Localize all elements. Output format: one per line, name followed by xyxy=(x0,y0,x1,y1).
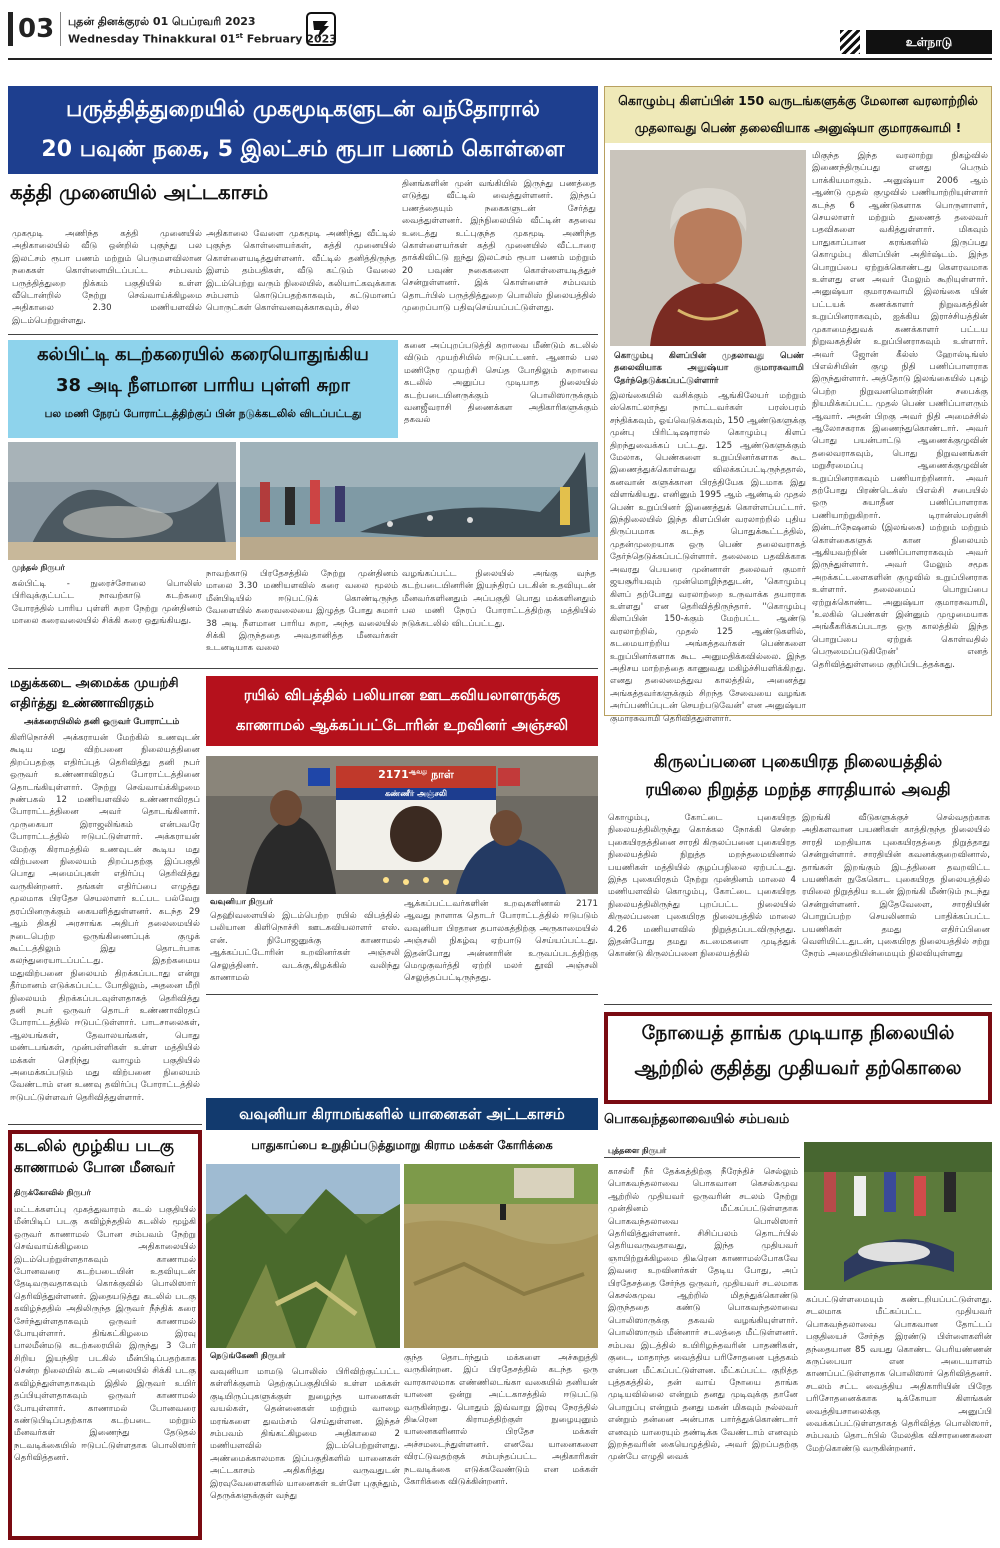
story6-headline-line2: காணாமல் ஆக்கப்பட்டோரின் உறவினர் அஞ்சலி xyxy=(235,716,569,734)
story2-headline-line1: கல்பிட்டி கடற்கரையில் கரையொதுங்கிய xyxy=(37,344,369,365)
section-label: உள்நாடு xyxy=(866,30,992,54)
date-english-prefix: Wednesday Thinakkural 01 xyxy=(68,32,236,46)
elephant-damage-photo-right xyxy=(404,1164,598,1348)
story6-col1: தெஹிவளையில் இடம்பெற்ற ரயில் விபத்தில் பலியான கிளிநொச்சி ஊடகவியலாளர் எஸ். என். நிபோஜனுக்கு காணாமல் ஆக்கப்பட்டோரின் உறவினர்கள் அஞ்சலி செலுத்தினர். வடக்கு,கிழக்கில் வலிந்து காணாமல் xyxy=(210,911,400,984)
anushya-portrait-photo xyxy=(610,150,806,346)
story2-credit: முந்தல் நிருபர் xyxy=(12,563,65,572)
story1-headline-line1: பருத்தித்துறையில் முகமூடிகளுடன் வந்தோரால் xyxy=(66,97,540,122)
story4-headline-line1: மதுக்கடை அமைக்க முயற்சி xyxy=(10,676,179,691)
story2-headline-box xyxy=(8,340,398,438)
story5-headline-line1: கடலில் மூழ்கிய படகு xyxy=(14,1136,174,1155)
story8-headline-box xyxy=(604,1012,992,1104)
story3-headline-box xyxy=(605,87,991,143)
story2-bottom-rule xyxy=(8,668,598,669)
story5-credit: திருக்கோவில் நிருபர் xyxy=(14,1188,91,1197)
masthead-rule xyxy=(8,58,992,60)
story8-headline-line1: நோயைத் தாங்க முடியாத நிலையில் xyxy=(641,1022,955,1044)
story8-credit: புத்தளை நிருபர் xyxy=(608,1146,667,1155)
story8-col2: கப்பட்டுள்ளமையும் கண்டறியப்பட்டுள்ளது. சடலமாக மீட்கப்பட்ட முதியவர் பொகவந்தலாவை பொகவான தோட்டப் பகுதியைச் சேர்ந்த இரண்டு பிள்ளைகளின் தந்தையான 85 வயது கொண்ட பெரியண்ணன் கருப்பையா என அடையாளம் காணப்பட்டுள்ளதாக பொலிஸார் தெரிவித்தனர். சடலம் சட்ட வைத்திய அதிகாரியின் பிரேத பரிசோதனைக்காக டிக்கோயா கிளங்கன் வைத்தியசாலைக்கு அனுப்பி வைக்கப்பட்டுள்ளதாகத் தெரிவித்த பொலிஸார், சம்பவம் தொடர்பில் மேலதிக விசாரணைகளை மேற்கொண்டு வருகின்றனர். xyxy=(806,1295,992,1454)
story6-headline-line1: ரயில் விபத்தில் பலியான ஊடகவியலாளருக்கு xyxy=(243,686,561,704)
story7-col1: கொழும்பு, கோட்டை புகையிரத நிலையத்திலிருந்து கொக்கல நோக்கி சென்ற புகையிரதத்தினை சாரதி கிருலப்பனை புகையிரத நிலையத்தில் நிறுத்த மறந்தமையினால் பயணிகள் மத்தியில் குழப்பநிலை ஏற்பட்டது. இந்த புகையிரதம் நேற்று முன்தினம் மாலை 4 மணியளவில் கொழும்பு, கோட்டை புகையிரத நிலையத்திலிருந்து புறப்பட்ட நிலையில் கிருலப்பனை புகையிரத நிலையத்தில் மாலை 4.26 மணியளவில் நிறுத்தப்படவிருந்தது. இதன்போது தமது கடமைகளை முடித்துக் கொண்டு கிருலப்பனை நிலையத்தில் xyxy=(608,813,796,960)
story2-col2: நாவற்காடு பிரதேசத்தில் நேற்று முன்தினம் மாலை 3.30 மணியளவில் கரை வலை மூலம் மீன்பிடியில் ஈடுபட்டுக் கொண்டிருந்த வேளையில் கரைவலையை இழுத்த போது சுமார் 38 அடி நீளமான பாரிய சுறா, அந்த வலையில் சிக்கி இருந்ததை அவதானித்த மீனவர்கள் உடனடியாக வலை xyxy=(206,569,398,654)
story1-headline-line2: 20 பவுண் நகை, 5 இலட்சம் ரூபா பணம் கொள்ளை xyxy=(41,137,565,162)
story4-bottom-rule xyxy=(8,1124,202,1125)
story8-headline-line2: ஆற்றில் குதித்து முதியவர் தற்கொலை xyxy=(634,1057,962,1079)
story6-col2: ஆக்கப்பட்டவர்களின் உறவுகளினால் 2171 ஆவது நாளாக தொடர் போராட்டத்தில் ஈடுபடும் வவுனியா பிரதான தபாலகத்திற்கு அருகாமையில் அஞ்சலி நிகழ்வு ஏற்பாடு செய்யப்பட்டது. இதன்போது அன்னாரின் உருவப்படத்திற்கு மெழுகுவர்த்தி ஏற்றி மலர் தூவி அஞ்சலி செலுத்தப்பட்டிருந்தது. xyxy=(404,899,598,984)
story9-headline-banner: வவுனியா கிராமங்களில் யானைகள் அட்டகாசம் xyxy=(206,1098,598,1130)
newspaper-logo-icon xyxy=(306,12,336,46)
whale-shark-photo-left xyxy=(8,442,236,560)
story9-col1: வவுனியா மாமடு பொலிஸ் பிரிவிற்குட்பட்ட கள்ளிக்குளம் தெற்குப்பகுதியில் உள்ள மக்கள் குடியிருப்புகளுக்குள் நுழைந்த யானைகள் வயல்கள், தென்னைகள் மற்றும் வாழை மரங்களை துவம்சம் செய்துள்ளன. இந்தச் சம்பவம் திங்கட்கிழமை அதிகாலை 2 மணியளவில் இடம்பெற்றுள்ளது. அண்மைக்காலமாக இப்பகுதிகளில் யானைகள் அட்டகாசம் அதிகரித்து வருவதுடன் இரவுவேளைகளில் யானைகள் உள்ளே புகுந்தும், தெருக்களுக்குள் வந்து xyxy=(210,1367,400,1502)
story2-col3: வழங்கப்பட்ட நிலையில் அங்கு வந்த கடற்படையினரின் இயந்திரப் படகின் உதவியுடன் மீனவர்களினதும் அப்பகுதி பொது மக்களினதும் பல மணி நேரப் போராட்டத்திற்கு மத்தியில் நடுக்கடலில் விடப்பட்டது. xyxy=(402,569,596,629)
story2-headline-line2: 38 அடி நீளமான பாரிய புள்ளி சுறா xyxy=(56,375,350,396)
story1-subhead: கத்தி முனையில் அட்டகாசம் xyxy=(10,180,269,204)
story5-headline-line2: காணாமல் போன மீனவர் xyxy=(14,1160,175,1176)
story2-side-text: கனை அப்புறப்படுத்தி சுறாவை மீண்டும் கடலில் விடும் முயற்சியில் ஈடுபட்டனர். ஆனால் பல மணிநேர முயற்சி செய்த போதிலும் சுறாவை கடலில் அனுப்ப முடியாத நிலையில் கடற்படையினருக்கும் பொலிஸாருக்கும் வனஜீவராசி திணைக்கள அதிகாரிகளுக்கும் தகவல் xyxy=(404,341,598,426)
page-number: 03 xyxy=(18,14,55,44)
story7-headline-line2: ரயிலை நிறுத்த மறந்த சாரதியால் அவதி xyxy=(645,780,951,800)
date-english-sup: st xyxy=(235,32,243,40)
story8-subhead: பொகவந்தலாவையில் சம்பவம் xyxy=(604,1112,790,1127)
story2-subhead: பல மணி நேரப் போராட்டத்திற்குப் பின் நடுக்கடலில் விடப்பட்டது xyxy=(44,408,362,420)
tribute-day-number: 2171 xyxy=(378,768,409,781)
story6-credit: வவுனியா நிருபர் xyxy=(210,897,273,906)
story7-bottom-rule xyxy=(604,1004,992,1005)
story1-headline-banner xyxy=(8,86,598,174)
story7-headline-line1: கிருலப்பனை புகையிரத நிலையத்தில் xyxy=(653,752,943,772)
page-number-bar xyxy=(8,12,13,46)
story4-subhead: அக்கரையிலில் தனி ஒருவர் போராட்டம் xyxy=(24,717,180,727)
story6-bottom-rule xyxy=(206,994,598,995)
tribute-day-banner xyxy=(344,768,488,783)
story1-col2: அதிகாலை வேளை முகமூடி அணிந்து வீட்டில் புகுந்த கொள்ளையர்கள், கத்தி முனையில் கொள்ளையடித்துள்ளனர். வீட்டில் தனித்திருந்த இளம் தம்பதிகள், வீடு கட்டும் வேலை இடம்பெற்று வரும் நிலையில், கலியாட்கவுக்காக சம்பளம் கொடுப்பதற்காகவும், கட்டுமானப் பொருட்கள் கொள்வனவுக்காகவும், சில xyxy=(206,229,396,314)
section-stripe xyxy=(840,30,860,54)
story1-col1: முகமூடி அணிந்த கத்தி முனையில் அதிகாலையில் வீடு ஒன்றில் புகுந்து பல இலட்சம் ரூபா பணம் மற்றும் பெருமளவிலான நகைகள் கொள்ளையிடப்பட்ட சம்பவம் பருத்தித்துறை நிக்கம் பகுதியில் உள்ள வீடொன்றில் நேற்று செவ்வாய்க்கிழமை அதிகாலை 2.30 மணியளவில் இடம்பெற்றுள்ளது. xyxy=(12,229,202,326)
story4-headline-line2: எதிர்த்து உண்ணாவிரதம் xyxy=(10,696,154,711)
story3-headline-line2: முதலாவது பெண் தலைவியாக அனுஷ்யா குமாரசுவாமி ! xyxy=(634,120,962,135)
story1-col3: தினங்களின் முன் வங்கியில் இருந்து பணத்தை எடுத்து வீட்டில் வைத்துள்ளனர். இந்தப் பணத்தையும் நகைகளுடன் சேர்த்து வைத்துள்ளனர். இந்நிலையில் வீட்டின் கதவை உடைத்து உட்புகுந்த முகமூடி அணிந்த கொள்ளையர்கள் கத்தி முனையில் வீட்டாரை தாக்கிவிட்டு ஐந்து இலட்சம் ரூபா பணம் மற்றும் 20 பவுண் நகைகளை கொள்ளையடித்துச் சென்றுள்ளனர். இக் கொள்ளைச் சம்பவம் தொடர்பில் பருத்தித்துறை பொலிஸ் நிலையத்தில் முறைப்பாடு பதிவுசெய்யப்பட்டுள்ளது. xyxy=(402,179,596,314)
masthead-divider xyxy=(60,12,61,46)
story4-body: கிளிநொச்சி அக்கராயன் மேற்கில் உணவுடன் கூடிய மது விற்பனை நிலையத்தினை திறப்பதற்கு எதிர்ப்புத் தெரிவித்து தனி நபர் ஒருவர் உண்ணாவிரதப் போராட்டத்தினை தொடங்கியுள்ளார். நேற்று செவ்வாய்க்கிழமை நண்பகல் 12 மணியளவில் உண்ணாவிரதப் போராட்டத்தினை அவர் தொடங்கினார். முருகையா இராஜலிங்கம் என்பவரே போராட்டத்தில் ஈடுபட்டுள்ளார். அக்கராயன் மேற்கு கிராமத்தில் உணவுடன் கூடிய மது விற்பனை நிலையம் திறப்பதற்கு இப்பகுதி பொது அமைப்புகள் எதிர்ப்பு தெரிவித்து வருகின்றனர். தங்கள் எதிர்ப்பை எழுத்து மூலமாக பிரதேச செயலாளர் உட்பட பல்வேறு தரப்பினருக்கும் கையளித்துள்ளனர். கடந்த 29 ஆம் திகதி அரசாங்க அதிபர் தலைமையில் நடைபெற்ற ஒருங்கிணைப்புக் குழுக் கூட்டத்திலும் இது தொடர்பாக கலந்துரையாடப்பட்டது. இதற்கமைய மதுவிற்பனை நிலையம் திறக்கப்படாது என்று தீர்மானம் எடுக்கப்பட்ட போதிலும், அதனை மீறி நிலையம் திறக்கப்படவுள்ளதாகத் தெரிவித்து தனி நபர் ஒருவர் தொடர் உண்ணாவிரதப் போராட்டத்தில் ஈடுபட்டுள்ளார். பாடசாலைகள், ஆலயங்கள், தேவாலயங்கள், பொது மண்டபங்கள், முன்பள்ளிகள் உள்ள மத்தியில் மக்கள் செறிந்து வாழும் பகுதியில் அமைக்கப்படும் மது விற்பனை நிலையம் வேண்டாம் என உணவு தவிர்ப்பு போராட்டத்தில் ஈடுபட்டுள்ளவர் தெரிவித்துள்ளார். xyxy=(10,733,200,1103)
story5-body: மட்டக்களப்பு முகத்துவாரம் கடல் பகுதியில் மீன்பிடிப் படகு கவிழ்ந்ததில் கடலில் மூழ்கி ஒருவர் காணாமல் போன சம்பவம் நேற்று செவ்வாய்க்கிழமை அதிகாலையில் இடம்பெற்றுள்ளதாகவும் காணாமல் போனவரை கடற்படையின் உதவியுடன் தேடிவருவதாகவும் கொக்குவில் பொலிஸார் தெரிவித்துள்ளனர். இதையடுத்து கடலில் படகு கவிழ்ந்ததில் அதிலிருந்த இருவர் நீந்திக் கரை சேர்ந்துள்ளதாகவும் ஒருவர் காணாமல் போயுள்ளார். திங்கட்கிழமை இரவு பாலமீன்மடு கடற்கரையில் இருந்து 3 பேர் சிறிய இயந்திர படகில் மீன்பிடிப்பதற்காக சென்ற நிலையில் கடல் அலையில் சிக்கி படகு கவிழ்ந்துள்ளதாகவும் இதில் இருவர் உயிர் தப்பியுள்ளதாகவும் ஒருவர் காணாமல் போயுள்ளார். காணாமல் போனவரை கண்டுபிடிப்பதற்காக கடற்படை மற்றும் மீனவர்கள் இணைந்து தேடுதல் நடவடிக்கையில் ஈடுபட்டுள்ளதாக பொலிஸார் தெரிவித்தனர். xyxy=(14,1205,196,1464)
story9-subhead: பாதுகாப்பை உறுதிப்படுத்துமாறு கிராம மக்கள் கோரிக்கை xyxy=(251,1138,553,1152)
story1-bottom-rule xyxy=(8,334,598,335)
story2-col1: கல்பிட்டி - நுரைச்சோலை பொலிஸ் பிரிவுக்குட்பட்ட நாவற்காடு கடற்கரை யோரத்தில் பாரிய புள்ளி சுறா நேற்று முன்தினம் மாலை கரைவலையில் சிக்கி கரை ஒதுங்கியது. xyxy=(12,579,202,627)
story3-left-text: இலங்கையில் வசிக்கும் ஆங்கிலேயர் மற்றும் ஸ்கொட்லாந்து நாட்டவர்கள் பரஸ்பரம் சந்திக்கவும், ஓய்வெடுக்கவும், 150 ஆண்டுகளுக்கு முன்பு பிரிட்டிஷாரால் கொழும்பு கிளப் திறந்துவைக்கப் பட்டது. 125 ஆண்டுகளுக்கும் மேலாக, பெண்களை உறுப்பினர்களாக கூட இணைத்துக்கொள்வது விலக்கப்பட்டிருந்ததால், கனவான் களுக்கான பிரத்தியேக இடமாக இது விளங்கியது. எனினும் 1995 ஆம் ஆண்டில் முதல் பெண் உறுப்பினர் இணைத்துக் கொள்ளப்பட்டார். இந்நிலையில் இந்த கிளப்பின் வரலாற்றில் புதிய திருப்பமாக கடந்த பொதுக்கூட்டத்தில், முதன்முறையாக ஒரு பெண் தலைவராகத் தேர்ந்தெடுக்கப்பட்டுள்ளார். தலைமை பதவிக்காக அவரது பெயரை முன்னாள் தலைவர் குமார் ஜயசூரியவும் முன்மொழிந்ததுடன், 'கொழும்பு கிளப் தற்போது வரலாற்றை உருவாக்க தயாராக உள்ளது' என தெரிவித்திருந்தார். ''கொழும்பு கிளப்பின் 150-க்கும் மேற்பட்ட ஆண்டு வரலாற்றில், முதல் 125 ஆண்டுகளில், கடமையாற்றிய அங்கத்தவர்கள் பெண்களை உறுப்பினர்களாக கூட அனுமதிக்கவில்லை. இந்த அதிசய மாற்றத்தை காணுவது மகிழ்ச்சியளிக்கிறது. எனது தலைமைத்துவ காலத்தில், அனைத்து அங்கத்தவர்களுக்கும் சிறந்த சேவையை வழங்க அர்ப்பணிப்புடன் செயற்படுவேன்' என அனுஷ்யா குமாரசுவாமி தெரிவித்துள்ளார். xyxy=(610,391,806,724)
river-rescue-photo xyxy=(804,1142,992,1290)
elephant-damage-photo-left xyxy=(206,1164,400,1348)
masthead-date-english xyxy=(68,32,337,46)
tribute-strip-text: கண்ணீர் அஞ்சலி xyxy=(384,789,448,798)
tribute-day-sup: ஆவது xyxy=(408,768,428,776)
tribute-day-suffix: நாள் xyxy=(427,768,454,781)
story8-col1: காசல்ரீ நீர் தேக்கத்திற்கு நீரேந்திச் செல்லும் பொகவந்தலாவை பொகவான கெசல்கமுவ ஆற்றில் முதியவர் ஒருவரின் சடலம் நேற்று முன்தினம் மீட்கப்பட்டுள்ளதாக பொகவந்தலாவை பொலிஸார் தெரிவித்துள்ளனர். சிசிப்பலம் தொடர்பில் தெரியவருவதாவது, இந்த முதியவர் ஞாயிற்றுக்கிழமை திடீரென காணாமல்போகவே இவரை உறவினர்கள் தேடிய போது, அப் பிரதேசத்தை சேர்ந்த ஒருவர், முதியவர் சடலமாக கெசல்கமுவ ஆற்றில் மிதந்துக்கொண்டு இருந்ததை கண்டு பொகவந்தலாவை பொலிஸாருக்கு தகவல் வழங்கியுள்ளார். பொலிஸாரும் மீன்னார் சடலத்தை மீட்டுள்ளனர். சம்பவ இடத்தில் உயிரிழந்தவரின் பாதணிகள், குடை, மாதாந்த வைத்திய பரிசோதனை புத்தகம் என்பன மீட்கப்பட்டுள்ளன. மீட்கப்பட்ட குறித்த புத்தகத்தில், தன் வாய் நோயை தாங்க முடியவில்லை என்றும் தனது முடிவுக்கு தானே பொறுப்பு என்றும் தனது மகன் மிகவும் நல்லவர் என்றும் தன்னை அன்பாக பார்த்துக்கொண்டார் எனவும் யாரையும் தண்டிக்க வேண்டாம் எனவும் இறந்தவரின் கையெழுத்தில், அவர் இறப்பதற்கு முன்பே எழுதி வைக் xyxy=(608,1167,798,1463)
story9-col2: குந்த தொடர்ந்தும் மக்களை அச்சுறுத்தி வருகின்றன. இப் பிரதேசத்தில் கடந்த ஒரு வாரகாலமாக எண்ணிலடங்கா வகையில் தனியன் யானை ஒன்று அட்டகாசத்தில் ஈடுபட்டு வருகின்றது. பொதும் இவ்வாறு இரவு நேரத்தில் திடீரென கிராமத்திற்குள் நுழையுனும் யானைகளினால் பிரதேச மக்கள் அச்சமடைந்துள்ளனர். எனவே யானைகளை விரட்டுவதற்குக் சம்பந்தப்பட்ட அதிகாரிகள் நடவடிக்கை எடுக்கவேண்டும் என மக்கள் கோரிக்கை விடுக்கின்றனர். xyxy=(404,1353,598,1488)
story9-credit: நெடுங்கேணி நிருபர் xyxy=(210,1351,286,1360)
tribute-photo xyxy=(206,756,598,894)
story3-right-text: மிகுந்த இந்த வரலாற்று நிகழ்வில் இணைந்திருப்பது எனது பெரும் பாக்கியமாகும். அனுஷ்யா 2006 ஆம் ஆண்டு முதல் குழுவில் பணியாற்றியுள்ளார் கடந்த 6 ஆண்டுகளாக பொருளாளர், செயலாளர் மற்றும் துணைத் தலைவர் பதவிகளை வகித்துள்ளார். மிகவும் பாதுகாப்பான கரங்களில் இருப்பது கொழும்பு கிளப்பின் அதிர்ஷ்டம். இந்த பொறுப்பை ஏற்றுக்கொண்டது கௌரவமாக உள்ளது என அவர் மேலும் கூறியுள்ளார். அனுஷ்யா குமாரசுவாமி இலங்கை யின் பட்டயக் கணக்காளர் நிறுவகத்தின் உறுப்பினராகவும், ஐக்கிய இராச்சியத்தின் முகாமைத்துவக் கணக்காளர் பட்டய நிறுவகத்தின் உறுப்பினராகவும் உள்ளார். அவர் ஜோன் கீல்ஸ் ஹோல்டிங்ஸ் பிஎல்சியின் குழு நிதி பணிப்பாளராக இருந்துள்ளார். அத்தோடு இலங்கையில் புகழ் பெற்ற நிறுவனமொன்றின் சபைக்கு நியமிக்கப்பட்ட முதல் பெண் பணிப்பாளரும் ஆவார். அதன் பிறகு அவர் நிதி அமைச்சில் ஆலோசகராக இணைந்துகொண்டார். அவர் பொது பயன்பாட்டு ஆணைக்குழுவின் தலைவராகவும், பொது நிறுவனங்கள் மறுசீரமைப்பு ஆணைக்குழுவின் உறுப்பினராகவும் பணியாற்றினார். அவர் தற்போது பிரண்டெக்ஸ் பிஎல்சி சபையில் ஒரு சுயாதீன பணிப்பாளராக பணியாற்றுகிறார். டிரான்ஸ்பரன்சி இன்டர்நேஷனல் (இலங்கை) மற்றும் மற்றும் கொள்கைகளுக் கான நிலையம் ஆகியவற்றின் பணிப்பாளராகவும் அவர் இருந்துள்ளார். அவர் மேலும் சமூக அறக்கட்டளைகளின் குழுவில் உறுப்பினராக உள்ளார். தலைமைப் பொறுப்பை ஏற்றுக்கொண்ட அனுஷ்யா குமாரசுவாமி, 'உலகில் பெண்கள் இன்னும் முழுமையாக அங்கீகரிக்கப்படாத ஒரு காலத்தில் இந்த பொறுப்பை ஏற்றுக் கொள்வதில் பெருமைப்படுகிறேன்' எனத் தெரிவித்துள்ளமை குறிப்பிடத்தக்கது. xyxy=(812,151,988,670)
story3-caption: கொழும்பு கிளப்பின் முதலாவது பெண் தலைவியாக அனுஷ்யா குமாரசுவாமி தேர்ந்தெடுக்கப்பட்டுள்ளார் xyxy=(614,351,804,386)
story3-headline-line1: கொழும்பு கிளப்பின் 150 வருடங்களுக்கு மேலான வரலாற்றில் xyxy=(618,93,978,108)
story6-headline-banner xyxy=(206,676,598,746)
whale-shark-photo-right xyxy=(240,442,598,560)
story7-col2: இறங்கி வீடுகளுக்குச் செல்வதற்காக அதிகளவான பயணிகள் காத்திருந்த நிலையில் சாரதி மறதியாக புகையிரதத்தை நிறுத்தாது சென்றுள்ளார். சாரதியின் கவனக்குறைவினால், தாங்கள் இறங்கும் இடத்தினை தவறவிட்ட பயணிகள் நுகேகொட புகையிரத நிலையத்தில் ரயிலை நிறுத்திய உடன் இறங்கி மீண்டும் நடந்து சென்றுள்ளனர். இதேவேளை, சாரதியின் பொறுப்பற்ற செயலினால் பாதிக்கப்பட்ட பயணிகள் தமது எதிர்ப்பினை வெளியிட்டதுடன், புகையிரத நிலையத்தில் சற்று நேரம் அமைதியின்மையும் நிலவியுள்ளது xyxy=(802,813,990,960)
story8-credit-rule xyxy=(604,1157,800,1158)
date-english-suffix: February 2023 xyxy=(242,32,337,46)
masthead-date-tamil: புதன் தினக்குரல் 01 பெப்ரவரி 2023 xyxy=(68,15,256,28)
